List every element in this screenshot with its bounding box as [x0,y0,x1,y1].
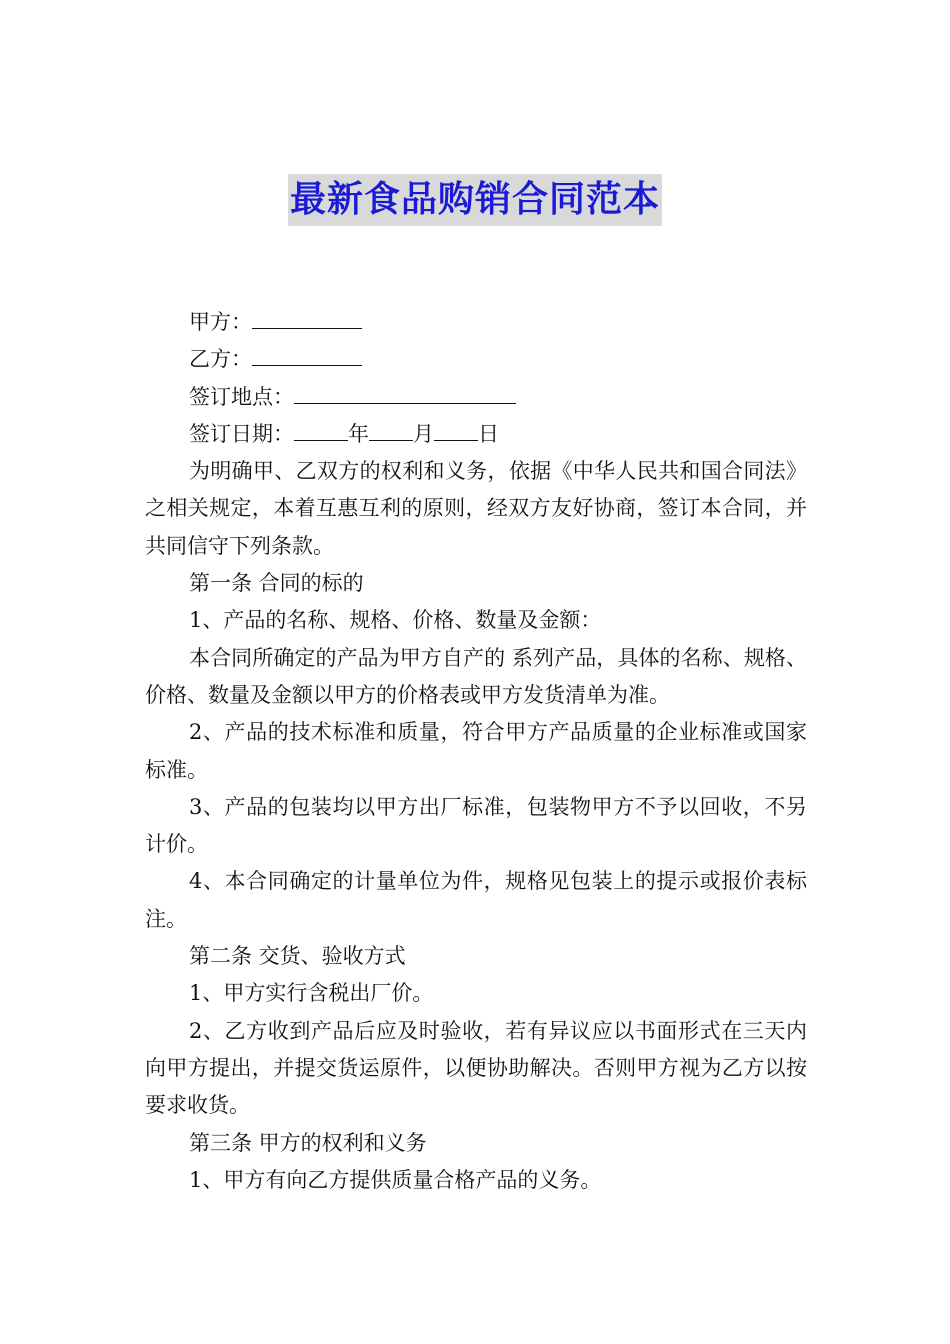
year-label: 年 [348,421,369,446]
field-sign-date [145,416,807,453]
year-blank [294,418,348,441]
sign-place-blank [294,381,516,404]
sign-date-label: 签订日期： [189,421,294,446]
article-heading: 第二条 交货、验收方式 [189,944,406,969]
field-sign-place [145,379,807,416]
paragraph: 2、产品的技术标准和质量，符合甲方产品质量的企业标准或国家标准。 [145,720,807,782]
paragraph: 本合同所确定的产品为甲方自产的 系列产品，具体的名称、规格、价格、数量及金额以甲方的价格表或甲方发货清单为准。 [145,645,807,707]
paragraph: 4、本合同确定的计量单位为件，规格见包装上的提示或报价表标注。 [145,869,807,931]
party-a-blank [252,306,362,329]
document-title: 最新食品购销合同范本 [288,174,662,226]
field-party-b [145,341,807,378]
day-label: 日 [478,421,499,446]
party-a-label: 甲方： [189,310,252,334]
month-blank [369,418,413,441]
article-heading: 第三条 甲方的权利和义务 [189,1130,427,1155]
paragraph: 为明确甲、乙双方的权利和义务，依据《中华人民共和国合同法》之相关规定，本着互惠互利的原则，经双方友好协商，签订本合同，并共同信守下列条款。 [145,459,807,558]
field-party-a [145,304,807,341]
paragraph: 1、甲方有向乙方提供质量合格产品的义务。 [189,1167,602,1192]
title-container [0,174,950,226]
month-label: 月 [413,421,434,446]
paragraph: 1、甲方实行含税出厂价。 [189,981,434,1006]
paragraph: 3、产品的包装均以甲方出厂标准，包装物甲方不予以回收，不另计价。 [145,794,807,857]
party-b-label: 乙方： [189,347,252,372]
day-blank [434,418,478,441]
party-b-blank [252,343,362,366]
paragraph: 1、产品的名称、规格、价格、数量及金额： [189,608,602,633]
article-heading: 第一条 合同的标的 [189,571,364,596]
paragraph: 2、乙方收到产品后应及时验收，若有异议应以书面形式在三天内向甲方提出，并提交货运原件，以便协助解决。否则甲方视为乙方以按要求收货。 [145,1018,807,1118]
document-body [145,304,807,1199]
sign-place-label: 签订地点： [189,384,294,409]
